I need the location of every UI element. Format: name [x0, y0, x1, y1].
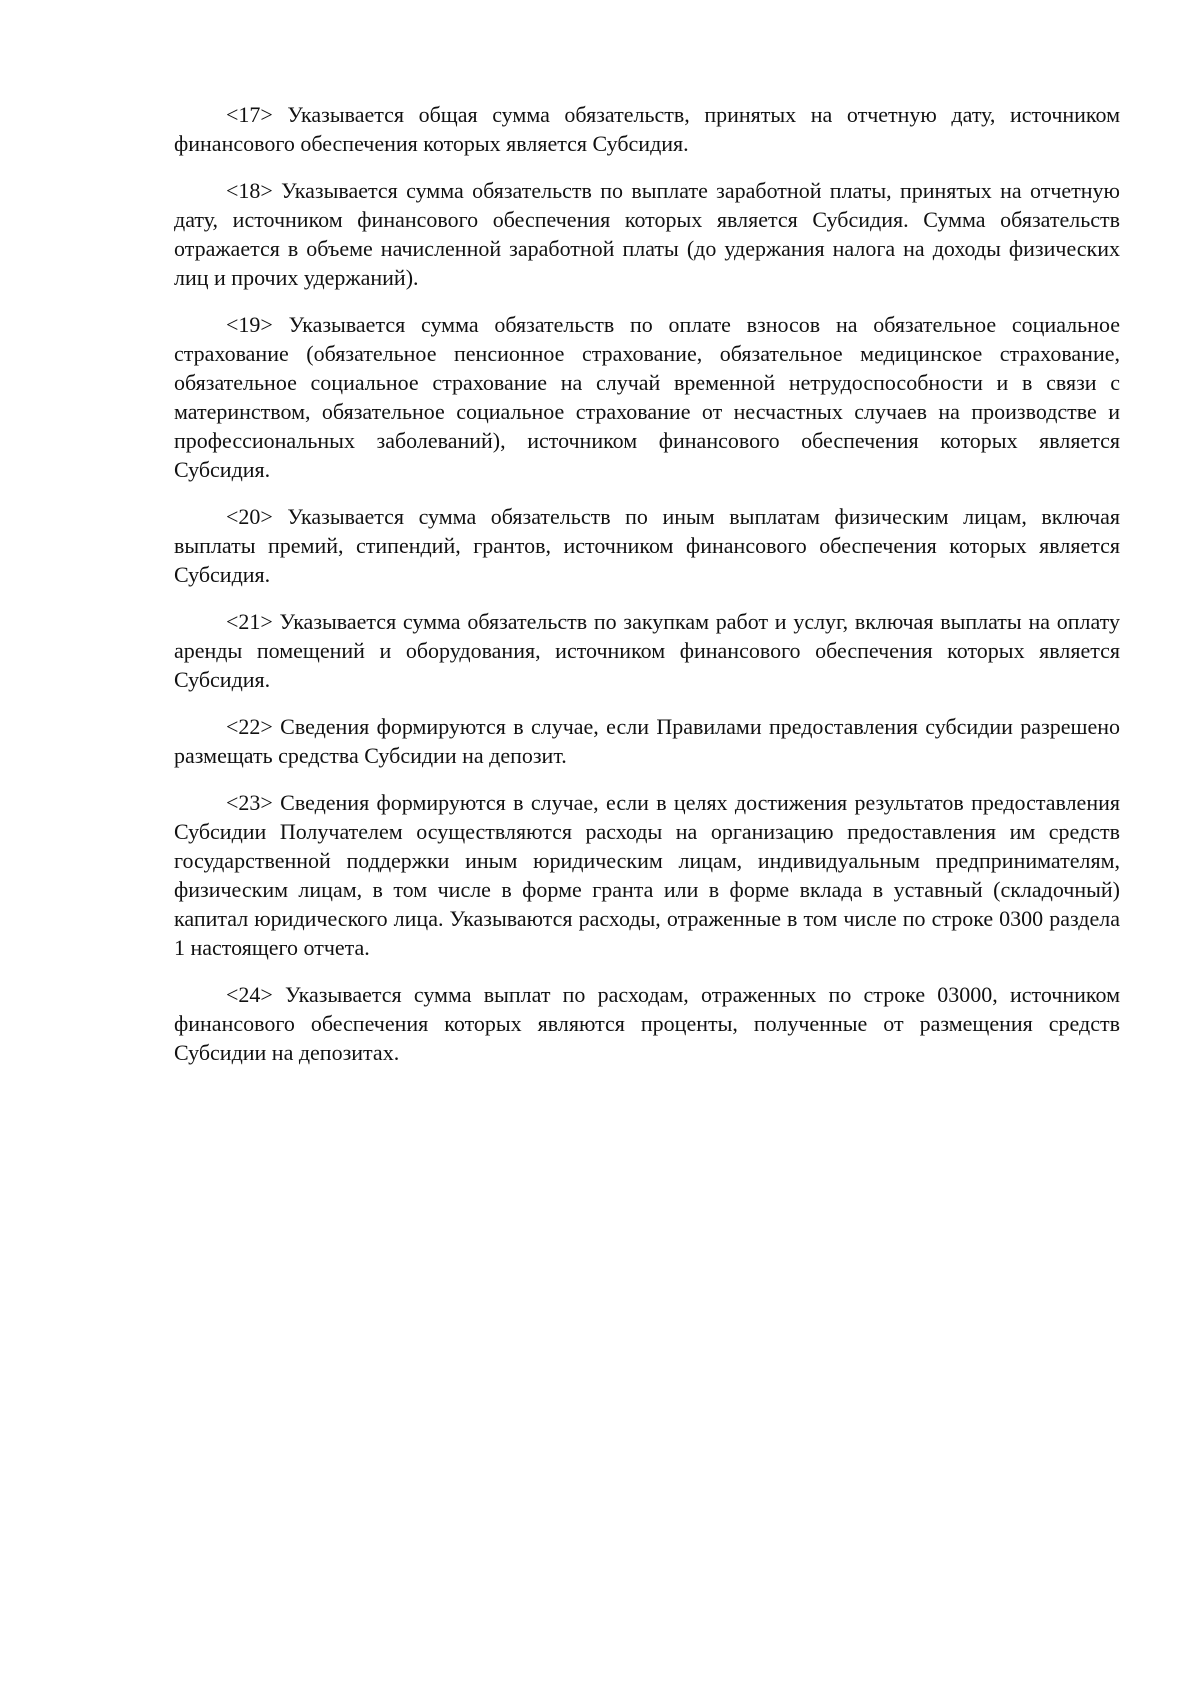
- footnote-17: <17> Указывается общая сумма обязательств, принятых на отчетную дату, источником финансового обеспечения которых является Субсидия.: [174, 102, 1120, 156]
- footnote-22: <22> Сведения формируются в случае, если Правилами предоставления субсидии разрешено размещать средства Субсидии на депозит.: [174, 714, 1120, 768]
- footnote-20: <20> Указывается сумма обязательств по иным выплатам физическим лицам, включая выплаты премий, стипендий, грантов, источником финансового обеспечения которых является Субсидия.: [174, 504, 1120, 587]
- footnote-21: <21> Указывается сумма обязательств по закупкам работ и услуг, включая выплаты на оплату аренды помещений и оборудования, источником финансового обеспечения которых является Субсидия.: [174, 609, 1120, 692]
- footnote-18: <18> Указывается сумма обязательств по выплате заработной платы, принятых на отчетную дату, источником финансового обеспечения которых является Субсидия. Сумма обязательств отражается в объеме начисленной заработной платы (до удержания налога на доходы физических лиц и прочих удержаний).: [174, 178, 1120, 290]
- footnote-19: <19> Указывается сумма обязательств по оплате взносов на обязательное социальное страхование (обязательное пенсионное страхование, обязательное медицинское страхование, обязательное социальное страхование на случай временной нетрудоспособности и в связи с материнством, обязательное социальное страхование от несчастных случаев на производстве и профессиональных заболеваний), источником финансового обеспечения которых является Субсидия.: [174, 312, 1120, 482]
- footnote-23: <23> Сведения формируются в случае, если в целях достижения результатов предоставления Субсидии Получателем осуществляются расходы на организацию предоставления им средств государственной поддержки иным юридическим лицам, индивидуальным предпринимателям, физическим лицам, в том числе в форме гранта или в форме вклада в уставный (складочный) капитал юридического лица. Указываются расходы, отраженные в том числе по строке 0300 раздела 1 настоящего отчета.: [174, 790, 1120, 960]
- footnotes-block: [174, 100, 1120, 1085]
- footnote-24: <24> Указывается сумма выплат по расходам, отраженных по строке 03000, источником финансового обеспечения которых являются проценты, полученные от размещения средств Субсидии на депозитах.: [174, 982, 1120, 1065]
